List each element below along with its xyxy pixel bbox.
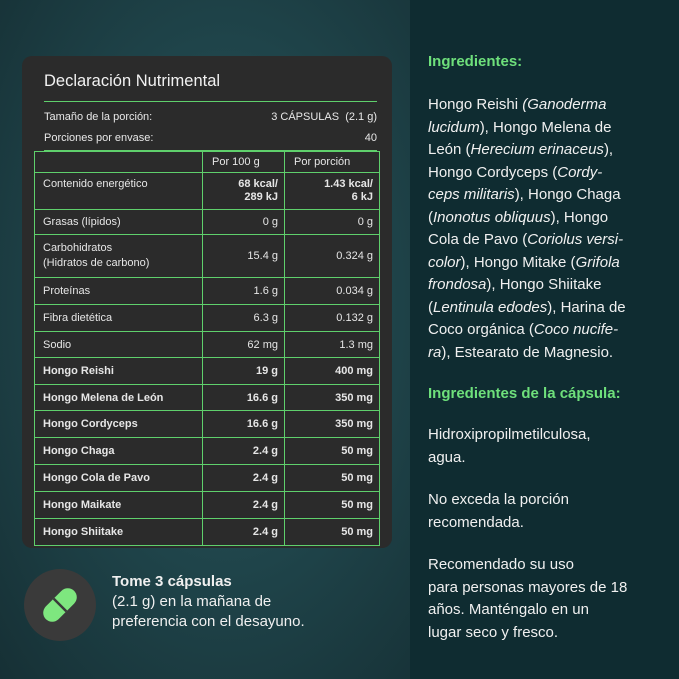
mushroom-label: Hongo Cola de Pavo [35,465,203,492]
energy-label: Contenido energético [35,173,203,210]
mushroom-per100: 16.6 g [203,411,285,438]
recommendation-text: Recomendado su uso para personas mayores de 18 años. Manténgalo en un lugar seco y fresco. [428,556,628,641]
row-label: Sodio [35,332,203,358]
nutrition-table [34,151,380,546]
row-per100: 62 mg [203,332,285,358]
servings-value: 40 [364,132,377,144]
row-per100: 15.4 g [203,235,285,278]
row-label: Fibra dietética [35,305,203,332]
serving-size-grams: (2.1 g) [345,111,377,123]
table-row [35,492,380,519]
capsule-ingredients-title: Ingredientes de la cápsula: [428,385,621,402]
mushroom-serving: 50 mg [285,492,380,519]
mushroom-serving: 400 mg [285,358,380,385]
table-row [35,278,380,305]
servings-row [44,127,377,151]
mushroom-per100: 2.4 g [203,465,285,492]
header-per100: Por 100 g [203,152,285,173]
table-row [35,438,380,465]
mushroom-label: Hongo Cordyceps [35,411,203,438]
table-row [35,465,380,492]
energy-per100: 68 kcal/ 289 kJ [203,173,285,210]
energy-serving: 1.43 kcal/ 6 kJ [285,173,380,210]
header-perserving: Por porción [285,152,380,173]
mushroom-per100: 19 g [203,358,285,385]
row-per100: 6.3 g [203,305,285,332]
ingredients-line: ceps militaris), Hongo Chaga [428,186,621,203]
row-label: Carbohidratos (Hidratos de carbono) [35,235,203,278]
row-per100: 0 g [203,210,285,235]
mushroom-per100: 2.4 g [203,438,285,465]
ingredients-title: Ingredientes: [428,53,523,70]
ingredients-line: (Lentinula edodes), Harina de [428,298,626,316]
table-row [35,358,380,385]
mushroom-serving: 50 mg [285,438,380,465]
row-serving: 0.324 g [285,235,380,278]
ingredients-line: ra), Estearato de Magnesio. [428,343,614,361]
ingredients-line: Coco orgánica (Coco nucife- [428,321,619,338]
ingredients-line: lucidum), Hongo Melena de [428,118,612,136]
ingredients-line: (Inonotus obliquus), Hongo [428,208,609,226]
header-empty-cell [35,152,203,173]
capsule-icon [24,569,96,641]
mushroom-serving: 50 mg [285,519,380,546]
dose-line-3: preferencia con el desayuno. [112,613,305,630]
ingredients-line: Hongo Cordyceps (Cordy- [428,163,603,181]
ingredients-panel [410,0,679,679]
mushroom-label: Hongo Chaga [35,438,203,465]
capsule-ingredients-text: Hidroxipropilmetilculosa, agua. [428,426,591,466]
mushroom-label: Hongo Melena de León [35,385,203,411]
table-row [35,173,380,210]
serving-size-value: 3 CÁPSULAS [271,111,340,123]
row-serving: 0.132 g [285,305,380,332]
mushroom-per100: 2.4 g [203,492,285,519]
card-title: Declaración Nutrimental [44,68,377,102]
servings-label: Porciones por envase: [44,132,154,144]
mushroom-per100: 2.4 g [203,519,285,546]
serving-size-row [44,107,377,127]
row-label: Grasas (lípidos) [35,210,203,235]
table-row [35,235,380,278]
table-row [35,210,380,235]
mushroom-label: Hongo Maikate [35,492,203,519]
mushroom-serving: 350 mg [285,385,380,411]
table-row [35,411,380,438]
ingredients-line: Hongo Reishi (Ganoderma [428,96,607,113]
dose-line-2: (2.1 g) en la mañana de [112,593,272,610]
ingredients-line: León (Herecium erinaceus), [428,141,614,158]
table-row [35,385,380,411]
ingredients-line: frondosa), Hongo Shiitake [428,276,602,293]
table-row [35,332,380,358]
dose-line-1: Tome 3 cápsulas [112,573,232,590]
warning-text: No exceda la porción recomendada. [428,491,569,531]
table-row [35,305,380,332]
table-header-row [35,152,380,173]
dosage-instructions [112,572,372,632]
table-row [35,519,380,546]
mushroom-label: Hongo Reishi [35,358,203,385]
ingredients-line: color), Hongo Mitake (Grifola [428,253,620,271]
serving-size-label: Tamaño de la porción: [44,111,153,123]
mushroom-per100: 16.6 g [203,385,285,411]
ingredients-text [428,94,679,364]
mushroom-label: Hongo Shiitake [35,519,203,546]
mushroom-serving: 350 mg [285,411,380,438]
nutrition-facts-card [22,56,392,548]
row-serving: 0 g [285,210,380,235]
row-serving: 1.3 mg [285,332,380,358]
row-serving: 0.034 g [285,278,380,305]
row-label: Proteínas [35,278,203,305]
row-per100: 1.6 g [203,278,285,305]
ingredients-line: Cola de Pavo (Coriolus versi- [428,231,624,248]
mushroom-serving: 50 mg [285,465,380,492]
